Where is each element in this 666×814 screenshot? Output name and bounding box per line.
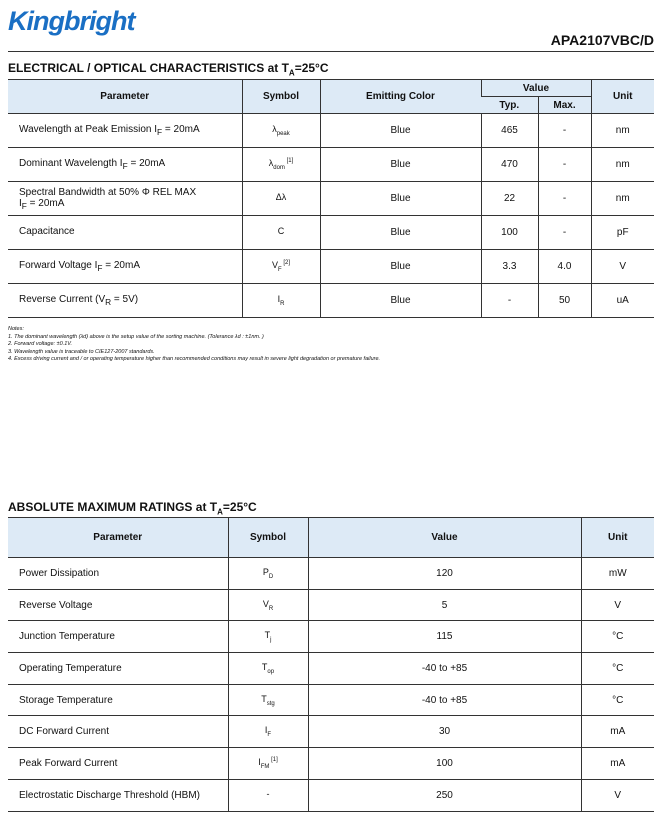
value-cell: -40 to +85 (308, 653, 581, 685)
emitting-color-cell: Blue (320, 250, 481, 284)
table-row (8, 148, 654, 182)
parameter-subscript: F (97, 263, 103, 273)
parameter-text: Forward Voltage I (19, 260, 98, 271)
unit-cell: mA (581, 748, 654, 780)
parameter-cell (8, 148, 242, 182)
symbol-text: T (264, 630, 271, 641)
symbol-cell (242, 182, 320, 216)
table-row (8, 589, 654, 621)
typ-value-cell: 470 (481, 148, 538, 182)
emitting-color-cell: Blue (320, 284, 481, 318)
unit-cell: nm (591, 114, 654, 148)
symbol-cell (242, 216, 320, 250)
parameter-cell (8, 284, 242, 318)
symbol-cell (228, 716, 308, 748)
notes-heading: Notes: (8, 326, 24, 332)
parameter-text: Spectral Bandwidth at 50% Φ REL MAX (19, 186, 197, 198)
typ-value-cell: 100 (481, 216, 538, 250)
col-header-symbol: Symbol (242, 80, 320, 114)
symbol-subscript: D (268, 573, 274, 580)
emitting-color-cell: Blue (320, 216, 481, 250)
max-value-cell: - (538, 148, 591, 182)
parameter-tail: = 20mA (102, 260, 140, 271)
brand-logo: Kingbright (8, 6, 135, 36)
parameter-subscript: F (157, 127, 163, 137)
unit-cell: mW (581, 558, 654, 590)
symbol-subscript: R (280, 300, 285, 307)
note-line: 1. The dominant wavelength (λd) above is the setup value of the sorting machine. (Tolerance λd : ±1nm. ) (8, 333, 264, 340)
symbol-text: T (261, 662, 268, 672)
symbol-cell (242, 148, 320, 182)
parameter-subscript: F (122, 161, 128, 171)
symbol-text: P (262, 566, 269, 577)
table-row (8, 716, 654, 748)
symbol-cell (228, 653, 308, 685)
table-row (8, 284, 654, 318)
table-row (8, 653, 654, 685)
amr-ratings-table (8, 517, 654, 812)
table-row (8, 216, 654, 250)
table-row (8, 748, 654, 780)
unit-cell: nm (591, 148, 654, 182)
symbol-subscript: j (270, 637, 272, 644)
unit-cell: V (591, 250, 654, 284)
table-row (8, 250, 654, 284)
eo-notes (8, 326, 380, 364)
max-value-cell: - (538, 114, 591, 148)
value-cell: 30 (308, 716, 581, 748)
symbol-text: I (277, 294, 281, 305)
value-cell: 5 (308, 589, 581, 621)
parameter-cell: Junction Temperature (8, 621, 228, 653)
col-header-typ: Typ. (481, 97, 538, 114)
amr-section-title: ABSOLUTE MAXIMUM RATINGS at $T_A=25^\circ C$ (8, 500, 257, 517)
parameter-subscript: F (21, 200, 27, 211)
symbol-text: V (271, 260, 278, 271)
parameter-tail: = 20mA (162, 124, 200, 135)
col-header-max: Max. (538, 97, 591, 114)
symbol-superscript: [2] (281, 260, 291, 267)
symbol-subscript: FM (260, 763, 270, 770)
col-header-symbol: Symbol (228, 518, 308, 558)
emitting-color-cell: Blue (320, 148, 481, 182)
parameter-subscript: R (105, 297, 112, 307)
symbol-cell (228, 621, 308, 653)
parameter-text: Capacitance (19, 226, 75, 237)
table-row (8, 684, 654, 716)
unit-cell: pF (591, 216, 654, 250)
table-row (8, 621, 654, 653)
col-header-unit: Unit (581, 518, 654, 558)
parameter-cell (8, 216, 242, 250)
col-header-value: Value (308, 518, 581, 558)
emitting-color-cell: Blue (320, 114, 481, 148)
parameter-cell: Electrostatic Discharge Threshold (HBM) (8, 779, 228, 811)
eo-section-title: ELECTRICAL / OPTICAL CHARACTERISTICS at $T_A=25^\circ C$ (8, 61, 329, 78)
col-header-parameter: Parameter (8, 518, 228, 558)
parameter-cell (8, 182, 242, 216)
typ-value-cell: 3.3 (481, 250, 538, 284)
table-row (8, 558, 654, 590)
table-row (8, 779, 654, 811)
symbol-superscript: [1] (284, 158, 294, 165)
header-divider (8, 51, 654, 52)
parameter-text: Reverse Current (V (19, 294, 106, 305)
parameter-cell: Peak Forward Current (8, 748, 228, 780)
parameter-text: Wavelength at Peak Emission I (19, 124, 158, 135)
max-value-cell: 4.0 (538, 250, 591, 284)
parameter-cell: Reverse Voltage (8, 589, 228, 621)
note-line: 2. Forward voltage: ±0.1V. (8, 341, 73, 347)
parameter-cell (8, 114, 242, 148)
unit-cell: °C (581, 621, 654, 653)
col-header-value: Value (481, 80, 591, 97)
symbol-subscript: F (267, 732, 272, 739)
parameter-text: Dominant Wavelength I (19, 158, 123, 169)
unit-cell: uA (591, 284, 654, 318)
value-cell: 250 (308, 779, 581, 811)
typ-value-cell: 22 (481, 182, 538, 216)
col-header-unit: Unit (591, 80, 654, 114)
symbol-text: I (264, 725, 268, 736)
value-cell: -40 to +85 (308, 684, 581, 716)
symbol-cell (242, 114, 320, 148)
unit-cell: V (581, 779, 654, 811)
table-row (8, 114, 654, 148)
table-row (8, 182, 654, 216)
part-number: APA2107VBC/D (550, 32, 654, 48)
unit-cell: °C (581, 653, 654, 685)
col-header-parameter: Parameter (8, 80, 242, 114)
parameter-cell: Power Dissipation (8, 558, 228, 590)
symbol-text: λ (272, 124, 277, 135)
symbol-text: - (266, 788, 270, 799)
col-header-emitting-color: Emitting Color (320, 80, 481, 114)
symbol-cell (242, 250, 320, 284)
symbol-cell (228, 779, 308, 811)
max-value-cell: - (538, 216, 591, 250)
max-value-cell: - (538, 182, 591, 216)
symbol-cell (228, 748, 308, 780)
parameter-cell (8, 250, 242, 284)
parameter-text-line2: I (19, 197, 22, 209)
unit-cell: mA (581, 716, 654, 748)
max-value-cell: 50 (538, 284, 591, 318)
symbol-text: I (258, 757, 261, 768)
eo-characteristics-table (8, 79, 654, 318)
parameter-cell: Operating Temperature (8, 653, 228, 685)
parameter-tail: = 20mA (127, 158, 166, 169)
unit-cell: nm (591, 182, 654, 216)
symbol-text: C (277, 226, 285, 237)
symbol-cell (242, 284, 320, 318)
symbol-subscript: stg (266, 700, 275, 707)
note-line: 3. Wavelength value is traceable to CIE127-2007 standards. (8, 348, 155, 355)
parameter-cell: Storage Temperature (8, 684, 228, 716)
symbol-cell (228, 589, 308, 621)
emitting-color-cell: Blue (320, 182, 481, 216)
typ-value-cell: 465 (481, 114, 538, 148)
symbol-text: T (261, 693, 267, 704)
unit-cell: V (581, 589, 654, 621)
symbol-text: V (262, 598, 269, 609)
note-line: 4. Excess driving current and / or operating temperature higher than recommended conditions may result in severe light degradation or premature failure. (8, 356, 381, 362)
symbol-text: Δλ (275, 192, 287, 203)
value-cell: 115 (308, 621, 581, 653)
symbol-cell (228, 558, 308, 590)
parameter-tail: = 20mA (26, 197, 65, 209)
symbol-subscript: peak (276, 130, 290, 137)
typ-value-cell: - (481, 284, 538, 318)
symbol-text: λ (268, 158, 274, 169)
value-cell: 100 (308, 748, 581, 780)
symbol-subscript: op (267, 668, 275, 675)
unit-cell: °C (581, 684, 654, 716)
parameter-tail: = 5V) (111, 294, 139, 305)
symbol-cell (228, 684, 308, 716)
symbol-subscript: F (278, 266, 282, 273)
symbol-superscript: [1] (269, 757, 278, 764)
parameter-cell: DC Forward Current (8, 716, 228, 748)
value-cell: 120 (308, 558, 581, 590)
symbol-subscript: R (268, 605, 274, 612)
symbol-subscript: dom (273, 164, 285, 171)
